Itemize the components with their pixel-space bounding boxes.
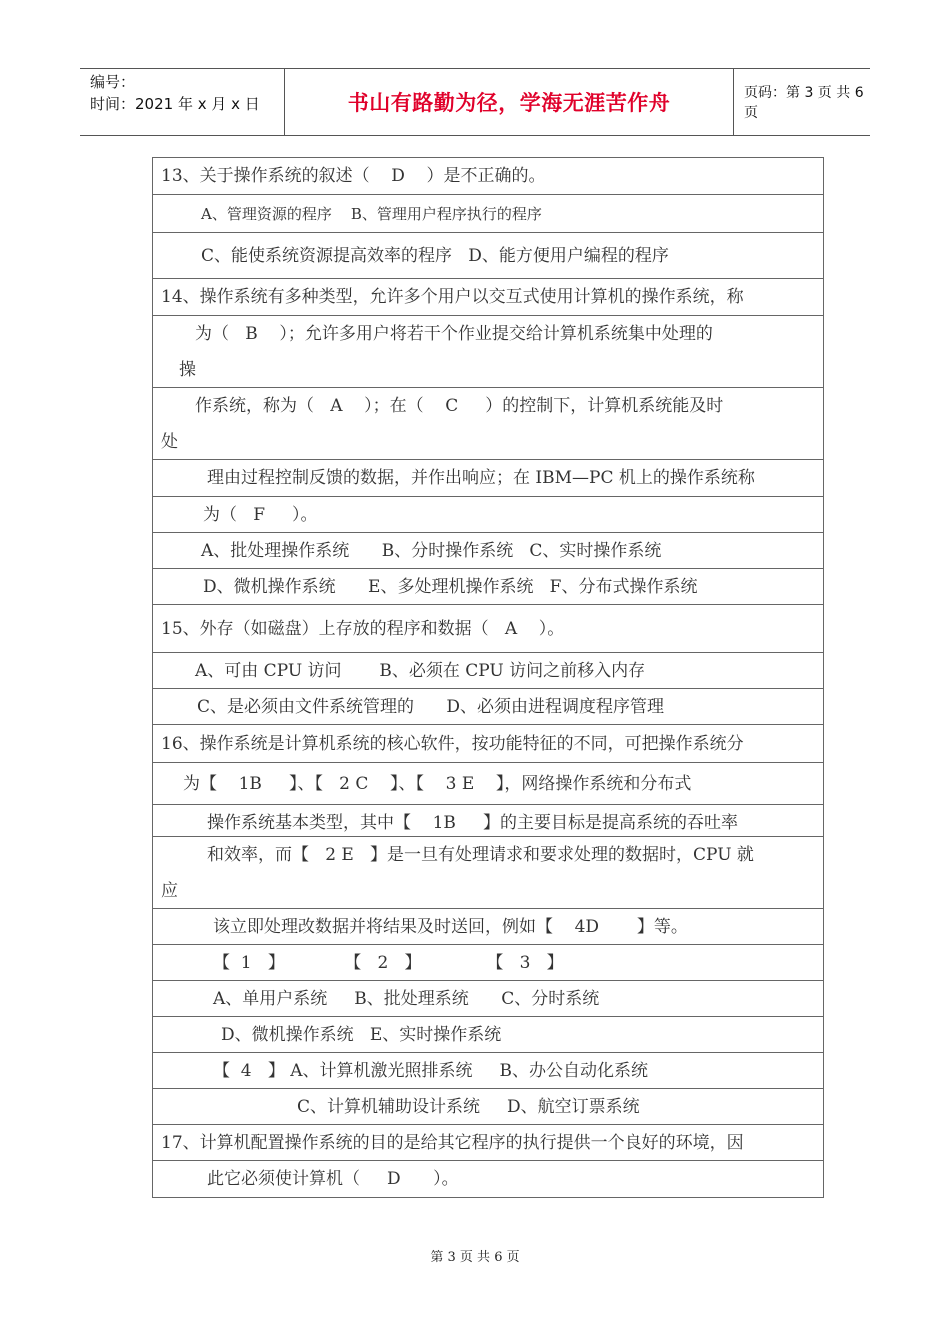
table-row — [153, 278, 823, 315]
table-row — [153, 652, 823, 688]
row-text: 【 4 】 A、计算机激光照排系统 B、办公自动化系统 — [213, 1061, 649, 1081]
table-row — [153, 980, 823, 1016]
row-text: A、单用户系统 B、批处理系统 C、分时系统 — [213, 989, 600, 1009]
table-row — [153, 158, 823, 194]
row-text: C、能使系统资源提高效率的程序 D、能方便用户编程的程序 — [201, 246, 669, 266]
row-text: 14、操作系统有多种类型，允许多个用户以交互式使用计算机的操作系统，称 — [161, 287, 744, 307]
row-text: 作系统，称为（ A ）；在（ C ）的控制下，计算机系统能及时 — [195, 396, 724, 416]
table-row — [153, 387, 823, 459]
row-text: C、计算机辅助设计系统 D、航空订票系统 — [297, 1097, 640, 1117]
row-text: D、微机操作系统 E、实时操作系统 — [221, 1025, 502, 1045]
row-text: A、可由 CPU 访问 B、必须在 CPU 访问之前移入内存 — [195, 661, 646, 681]
table-row — [153, 496, 823, 532]
table-row — [153, 836, 823, 908]
table-row — [153, 459, 823, 496]
row-text: 为【 1B 】、【 2 C 】、【 3 E 】，网络操作系统和分布式 — [183, 774, 692, 794]
table-row — [153, 944, 823, 980]
row-text: 理由过程控制反馈的数据，并作出响应；在 IBM—PC 机上的操作系统称 — [207, 468, 755, 488]
row-text: 处 — [161, 432, 178, 452]
row-text: 为（ F ）。 — [203, 505, 318, 525]
page-footer: 第 3 页 共 6 页 — [430, 1250, 520, 1265]
page-header — [80, 68, 870, 136]
table-row — [153, 1016, 823, 1052]
row-text: C、是必须由文件系统管理的 D、必须由进程调度程序管理 — [197, 697, 665, 717]
table-row — [153, 1124, 823, 1160]
table-row — [153, 604, 823, 652]
table-row — [153, 908, 823, 944]
row-text: 17、计算机配置操作系统的目的是给其它程序的执行提供一个良好的环境，因 — [161, 1133, 744, 1153]
question-table — [152, 157, 824, 1198]
row-text: 操作系统基本类型，其中【 1B 】的主要目标是提高系统的吞吐率 — [207, 813, 738, 833]
table-row — [153, 568, 823, 604]
table-row — [153, 724, 823, 762]
row-text: 应 — [161, 881, 178, 901]
row-text: 和效率，而【 2 E 】是一旦有处理请求和要求处理的数据时，CPU 就 — [207, 845, 754, 865]
row-text: 该立即处理改数据并将结果及时送回，例如【 4D 】等。 — [213, 917, 688, 937]
header-page-info: 页码：第 3 页 共 6 页 — [744, 85, 864, 121]
table-row — [153, 232, 823, 278]
row-text: A、批处理操作系统 B、分时操作系统 C、实时操作系统 — [201, 541, 662, 561]
row-text: 【 1 】 【 2 】 【 3 】 — [213, 953, 564, 973]
row-text: 此它必须使计算机（ D ）。 — [207, 1169, 459, 1189]
table-row — [153, 1088, 823, 1124]
table-row — [153, 194, 823, 232]
document-number-label: 编号： — [90, 73, 136, 91]
row-text: 16、操作系统是计算机系统的核心软件，按功能特征的不同，可把操作系统分 — [161, 734, 744, 754]
header-meta — [80, 69, 284, 135]
table-row — [153, 1052, 823, 1088]
row-text: D、微机操作系统 E、多处理机操作系统 F、分布式操作系统 — [203, 577, 698, 597]
header-motto: 书山有路勤为径，学海无涯苦作舟 — [284, 69, 734, 135]
row-text: A、管理资源的程序 B、管理用户程序执行的程序 — [201, 205, 542, 223]
table-row — [153, 762, 823, 804]
table-row — [153, 1160, 823, 1197]
row-text: 15、外存（如磁盘）上存放的程序和数据（ A ）。 — [161, 619, 565, 639]
table-row — [153, 315, 823, 387]
row-text: 为（ B ）；允许多用户将若干个作业提交给计算机系统集中处理的 — [195, 324, 713, 344]
table-row — [153, 688, 823, 724]
row-text: 13、关于操作系统的叙述（ D ）是不正确的。 — [161, 166, 546, 186]
row-text: 操 — [179, 360, 196, 380]
table-row — [153, 532, 823, 568]
table-row — [153, 804, 823, 836]
document-time-label: 时间：2021 年 x 月 x 日 — [90, 95, 260, 113]
